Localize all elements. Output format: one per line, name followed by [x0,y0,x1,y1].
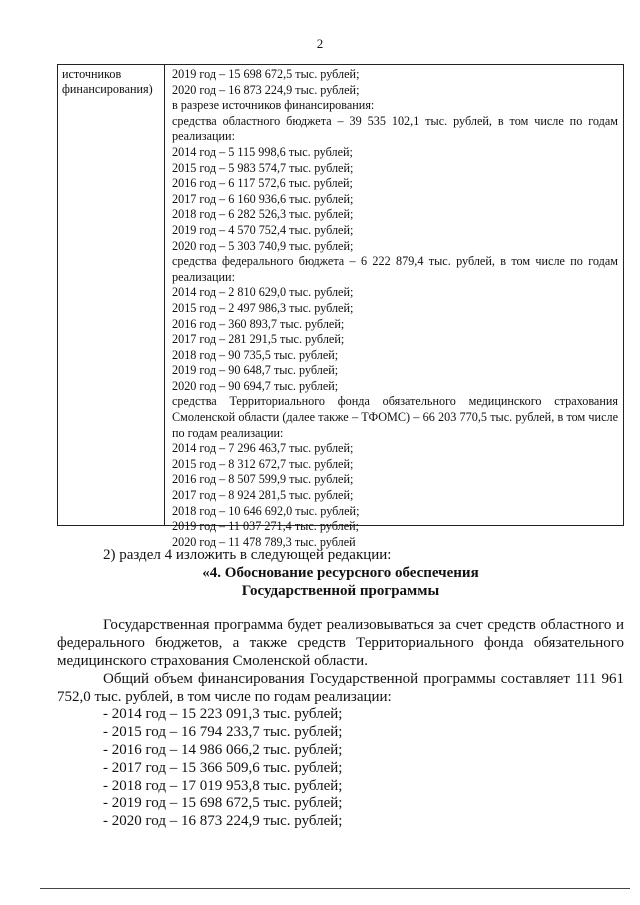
list-item: - 2017 год – 15 366 509,6 тыс. рублей; [103,759,343,776]
page-number: 2 [316,36,324,51]
table-line: в разрезе источников финансирования: [172,98,375,113]
table-line: 2015 год – 2 497 986,3 тыс. рублей; [172,300,354,315]
left-cell-line: финансирования) [62,82,153,96]
list-item: - 2014 год – 15 223 091,3 тыс. рублей; [103,706,343,723]
table-left-cell [62,67,162,97]
table-line: 2016 год – 8 507 599,9 тыс. рублей; [172,472,354,487]
table-right-cell [172,67,618,550]
table-line: 2017 год – 6 160 936,6 тыс. рублей; [172,191,354,206]
table-line: 2014 год – 2 810 629,0 тыс. рублей; [172,285,354,300]
financing-table [57,64,624,549]
table-line: 2017 год – 281 291,5 тыс. рублей; [172,332,345,347]
table-line: 2019 год – 11 037 271,4 тыс. рублей; [172,519,360,534]
table-column-divider [164,65,165,525]
table-line: 2015 год – 8 312 672,7 тыс. рублей; [172,456,354,471]
paragraph: Государственная программа будет реализовываться за счет средств областного и федерального бюджетов, а также средств Территориального фонда обязательного медицинского страхования Смоленской области. [57,617,624,669]
left-cell-line: источников [62,67,122,81]
table-line: 2019 год – 4 570 752,4 тыс. рублей; [172,222,354,237]
table-line: 2016 год – 360 893,7 тыс. рублей; [172,316,345,331]
section-heading: Государственной программы [241,582,440,599]
table-line: средства областного бюджета – 39 535 102,1 тыс. рублей, в том числе по годам реализации: [172,113,618,144]
document-body [57,547,624,831]
table-line: средства федерального бюджета – 6 222 879,4 тыс. рублей, в том числе по годам реализации: [172,254,618,284]
table-line: 2018 год – 10 646 692,0 тыс. рублей; [172,503,360,518]
list-item: - 2020 год – 16 873 224,9 тыс. рублей; [103,813,343,830]
bottom-rule [40,888,630,889]
table-line: 2016 год – 6 117 572,6 тыс. рублей; [172,176,353,191]
table-line: 2014 год – 5 115 998,6 тыс. рублей; [172,144,353,159]
table-line: 2017 год – 8 924 281,5 тыс. рублей; [172,488,354,503]
list-item: - 2015 год – 16 794 233,7 тыс. рублей; [103,724,343,741]
table-line: средства Территориального фонда обязательного медицинского страхования Смоленской области (далее также – ТФОМС) – 66 203 770,5 тыс. рублей, в том числе по годам реализации: [172,394,618,440]
table-line: 2020 год – 16 873 224,9 тыс. рублей; [172,82,360,97]
table-line: 2018 год – 90 735,5 тыс. рублей; [172,347,339,362]
paragraph: Общий объем финансирования Государственной программы составляет 111 961 752,0 тыс. рублей, в том числе по годам реализации: [57,670,624,705]
list-item: - 2016 год – 14 986 066,2 тыс. рублей; [103,741,343,758]
table-line: 2019 год – 90 648,7 тыс. рублей; [172,363,339,378]
table-line: 2020 год – 5 303 740,9 тыс. рублей; [172,238,354,253]
list-item: - 2019 год – 15 698 672,5 тыс. рублей; [103,795,343,812]
intro-line: 2) раздел 4 изложить в следующей редакции: [103,547,392,563]
section-heading: «4. Обоснование ресурсного обеспечения [202,564,479,581]
table-line: 2018 год – 6 282 526,3 тыс. рублей; [172,207,354,222]
financing-by-year-list [57,706,624,831]
table-line: 2020 год – 11 478 789,3 тыс. рублей [172,534,356,549]
list-item: - 2018 год – 17 019 953,8 тыс. рублей; [103,777,343,794]
table-line: 2019 год – 15 698 672,5 тыс. рублей; [172,67,360,81]
table-line: 2020 год – 90 694,7 тыс. рублей; [172,378,339,393]
table-line: 2014 год – 7 296 463,7 тыс. рублей; [172,441,354,456]
table-line: 2015 год – 5 983 574,7 тыс. рублей; [172,160,354,175]
